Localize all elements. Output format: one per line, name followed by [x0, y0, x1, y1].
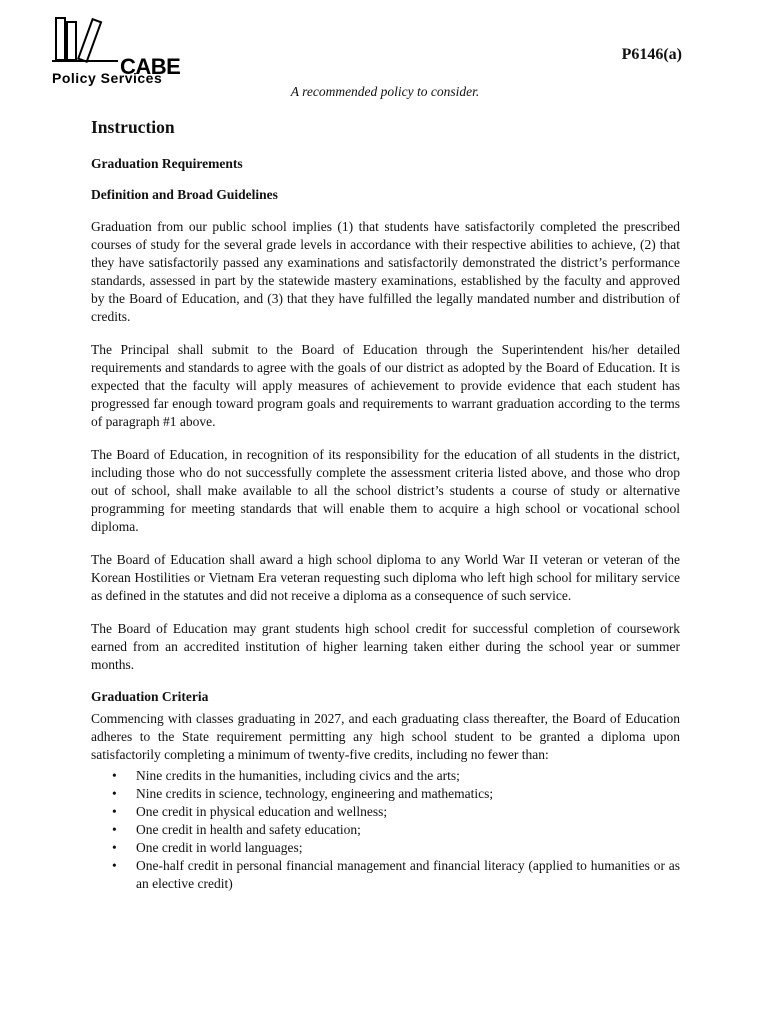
logo-subtitle: Policy Services — [52, 70, 163, 86]
heading-graduation-requirements: Graduation Requirements — [91, 156, 243, 171]
list-item — [112, 767, 680, 785]
heading-definition: Definition and Broad Guidelines — [91, 187, 278, 202]
bullet-icon: • — [112, 786, 117, 801]
list-item-text: One-half credit in personal financial management and financial literacy (applied to humanities or as an elective credit) — [136, 858, 680, 891]
recommendation-note: A recommended policy to consider. — [290, 84, 480, 99]
criteria-intro: Commencing with classes graduating in 2027, and each graduating class thereafter, the Board of Education adheres to the State requirement permitting any high school student to be granted a diploma upon satisfactorily completing a minimum of twenty-five credits, including no fewer than: — [91, 711, 680, 762]
bullet-icon: • — [112, 768, 117, 783]
paragraph: Graduation from our public school implies (1) that students have satisfactorily completed the prescribed courses of study for the several grade levels in accordance with their respective abilities to achieve, (2) that they have satisfactorily passed any examinations and satisfactorily demonstrated the district’s performance standards, assessed in part by the statewide mastery examinations, established by the faculty and approved by the Board of Education, and (3) that they have fulfilled the legally mandated number and distribution of credits. — [91, 219, 680, 324]
paragraph: The Board of Education shall award a high school diploma to any World War II veteran or veteran of the Korean Hostilities or Vietnam Era veteran requesting such diploma who left high school for military service as defined in the statutes and did not receive a diploma as a consequence of such service. — [91, 552, 680, 603]
list-item-text: One credit in world languages; — [136, 840, 303, 855]
list-item-text: Nine credits in the humanities, including civics and the arts; — [136, 768, 460, 783]
list-item-text: One credit in physical education and wellness; — [136, 804, 388, 819]
bullet-icon: • — [112, 822, 117, 837]
bullet-icon: • — [112, 840, 117, 855]
bullet-icon: • — [112, 804, 117, 819]
paragraph: The Principal shall submit to the Board of Education through the Superintendent his/her detailed requirements and standards to agree with the goals of our district as adopted by the Board of Education. It is expected that the faculty will apply measures of achievement to provide evidence that each student has progressed far enough toward program goals and requirements to warrant graduation according to the terms of paragraph #1 above. — [91, 342, 680, 429]
list-item — [112, 821, 680, 839]
cabe-logo — [52, 16, 192, 86]
list-item — [112, 803, 680, 821]
list-item — [112, 839, 680, 857]
paragraph: The Board of Education may grant students high school credit for successful completion of coursework earned from an accredited institution of higher learning taken either during the school year or summer months. — [91, 621, 680, 672]
credit-list — [91, 767, 680, 893]
heading-graduation-criteria: Graduation Criteria — [91, 689, 209, 704]
policy-body — [91, 117, 680, 893]
list-item — [112, 857, 680, 893]
section-title: Instruction — [91, 117, 175, 137]
list-item-text: One credit in health and safety education; — [136, 822, 361, 837]
bullet-icon: • — [112, 858, 117, 873]
list-item — [112, 785, 680, 803]
policy-code: P6146(a) — [621, 46, 682, 63]
logo-wordmark: CABE — [120, 54, 181, 79]
paragraph: The Board of Education, in recognition of its responsibility for the education of all students in the district, including those who do not successfully complete the assessment criteria listed above, and those who drop out of school, shall make available to all the school district’s students a course of study or alternative programming for meeting standards that will enable them to acquire a high school or vocational school diploma. — [91, 447, 680, 534]
list-item-text: Nine credits in science, technology, engineering and mathematics; — [136, 786, 494, 801]
